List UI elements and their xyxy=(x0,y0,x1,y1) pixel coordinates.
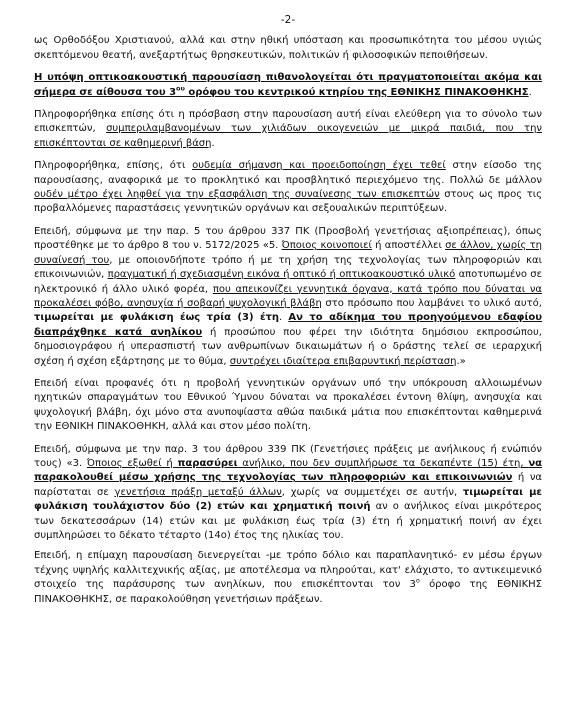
ordinal-suffix: ο xyxy=(415,576,420,585)
bold-underlined-text: Αν το αδίκημα του προηγούμενου εδαφίου διαπράχθηκε κατά ανηλίκου xyxy=(34,312,542,338)
paragraph-3 xyxy=(34,108,542,151)
underlined-text: συντρέχει ιδιαίτερα επιβαρυντική περίσταση xyxy=(229,355,457,367)
paragraph-7-article-339 xyxy=(34,443,542,544)
text: . xyxy=(211,137,215,149)
text: , χωρίς να συμμετέχει σε αυτήν, xyxy=(281,486,463,498)
text: όροφο της ΕΘΝΙΚΗΣ ΠΙΝΑΚΟΘΗΚΗΣ, σε παρακολούθηση γενετήσιων πράξεων. xyxy=(34,579,542,605)
underlined-text: σε άλλον, χωρίς τη συναίνεσή του xyxy=(34,240,542,266)
bold-text: τιμωρείται με φυλάκιση τουλάχιστον δύο (2) ετών και χρηματική ποινή xyxy=(34,486,542,513)
text: στο πρόσωπο που λαμβάνει το υλικό αυτό, xyxy=(321,297,542,309)
text: ή προσώπου που φέρει την ιδιότητα δημόσιου εκπροσώπου, δημοσιογράφου ή υπερασπιστή των ανθρωπίνων δικαιωμάτων ή ο δράστης τελεί σε ιεραρχική σχέση ή σχέση εξάρτησης με το θύμα, xyxy=(34,326,542,367)
underlined-text: Όποιος κοινοποιεί xyxy=(281,240,372,252)
underlined-text: ανήλικο, που δεν συμπλήρωσε τα δεκαπέντε (15) έτη, xyxy=(237,457,529,469)
underlined-text: ουδεμία σήμανση και προειδοποίηση έχει τεθεί xyxy=(192,160,446,172)
text: Επειδή, η επίμαχη παρουσίαση διενεργείται -με τρόπο δόλιο και παραπλανητικό- εν μέσω έργων τέχνης υψηλής καλλιτεχνικής αξίας, με αποτέλεσμα να πληρούται, κατ' ελάχιστο, το αντικειμενικό στοιχείο της παράσυρσης των ανηλίκων, που επισκέπτονται τον 3 xyxy=(34,550,542,591)
emphasis-text: Η υπόψη οπτικοακουστική παρουσίαση πιθανολογείται ότι πραγματοποιείται ακόμα και σήμερα σε αίθουσα του 3 xyxy=(34,72,542,98)
paragraph-5-article-337 xyxy=(34,225,542,369)
text: αποτυπωμένο σε ηλεκτρονικό ή άλλο υλικό φορέα, xyxy=(34,269,542,295)
page-number: -2- xyxy=(280,14,296,26)
emphasis-text: ορόφου του κεντρικού κτηρίου της ΕΘΝΙΚΗΣ ΠΙΝΑΚΟΘΗΚΗΣ xyxy=(184,86,529,98)
underlined-text: πραγματική ή σχεδιασμένη εικόνα ή οπτικό ή οπτικοακουστικό υλικό xyxy=(107,269,456,281)
bold-underlined-text: να παρακολουθεί μέσω χρήσης της τεχνολογίας των πληροφοριών και επικοινωνιών xyxy=(34,457,542,484)
ordinal-suffix: ου xyxy=(176,84,185,93)
text: ή να παρίσταται σε xyxy=(34,472,542,498)
underlined-text: που απεικονίζει γεννητικά όργανα, κατά τρόπο που δύναται να προκαλέσει φόβο, ανησυχία ή σοβαρή ψυχολογική βλάβη xyxy=(34,283,542,309)
text: , με οποιονδήποτε τρόπο ή με τη χρήση της τεχνολογίας των πληροφοριών και επικοινωνιών, xyxy=(34,254,542,281)
underlined-text: γενετήσια πράξη μεταξύ άλλων xyxy=(114,486,282,498)
paragraph-2-highlight xyxy=(34,71,542,100)
underlined-text: συμπεριλαμβανομένων των χιλιάδων οικογενειών με μικρά παιδιά, που την επισκέπτονται σε καθημερινή βάση xyxy=(34,123,542,149)
text: Πληροφορήθηκα επίσης ότι η πρόσβαση στην παρουσίαση αυτή είναι ελεύθερη για το σύνολο των επισκεπτών, xyxy=(34,109,542,135)
bold-underlined-text: παρασύρει xyxy=(177,457,238,469)
text: Πληροφορήθηκα, επίσης, ότι xyxy=(34,160,193,172)
paragraph-1 xyxy=(34,34,542,63)
text: Επειδή είναι προφανές ότι η προβολή γεννητικών οργάνων υπό την υπόκρουση αλλοιωμένων ηχητικών σπαραγμάτων του Εθνικού Ύμνου δύναται να προκαλέσει έντονη θλίψη, ανησυχία και ψυχολογική βλάβη, όχι μόνο στα ανυποψίαστα αθώα παιδικά μάτια που επισκέπτονται καθημερινά την ΕΘΝΙΚΗ ΠΙΝΑΚΟΘΗΚΗ, αλλά και στον μέσο πολίτη. xyxy=(34,377,542,433)
paragraph-8 xyxy=(34,549,542,607)
text: Επειδή, σύμφωνα με την παρ. 5 του άρθρου 337 ΠΚ (Προσβολή γενετήσιας αξιοπρέπειας), όπως προστέθηκε με το άρθρο 8 του ν. 5172/2025 «5. xyxy=(34,225,542,252)
text: .» xyxy=(456,355,466,367)
paragraph-6 xyxy=(34,377,542,435)
text: στους ως προς τις προβαλλόμενες παραστάσεις γεννητικών οργάνων και σεξουαλικών περιπτύξεων. xyxy=(34,189,543,215)
text: ως Ορθοδόξου Χριστιανού, αλλά και στην ηθική υπόσταση και προσωπικότητα του μέσου υγιώς σκεπτόμενου θεατή, ανεξαρτήτως θρησκευτικών, πολιτικών ή φιλοσοφικών πεποιθήσεων. xyxy=(34,35,542,61)
bold-text: τιμωρείται με φυλάκιση έως τρία (3) έτη xyxy=(34,312,280,324)
paragraph-4 xyxy=(34,159,542,217)
text: . xyxy=(279,312,289,324)
text: στην είσοδο της παρουσίασης, αναφορικά με το προκλητικό και προσβλητικό περιεχόμενο της. Πολλώ δε μάλλον xyxy=(34,160,543,186)
underlined-text: ουδέν μέτρο έχει ληφθεί για την εξασφάλιση της συναίνεσης των επισκεπτών xyxy=(34,189,440,201)
underlined-text: Όποιος εξωθεί ή xyxy=(86,457,178,469)
text: Επειδή, σύμφωνα με την παρ. 3 του άρθρου 339 ΠΚ (Γενετήσιες πράξεις με ανήλικους ή ενώπιόν τους) «3. xyxy=(34,443,542,469)
text: ή αποστέλλει xyxy=(371,240,446,252)
text: αν ο ανήλικος είναι μικρότερος των δεκατεσσάρων (14) ετών και με φυλάκιση έως τρία (3) έτη ή χρηματική ποινή αν έχει συμπληρώσει το δέκατο τέταρτο (14ο) έτος της ηλικίας του. xyxy=(34,501,542,541)
text: . xyxy=(528,86,532,98)
